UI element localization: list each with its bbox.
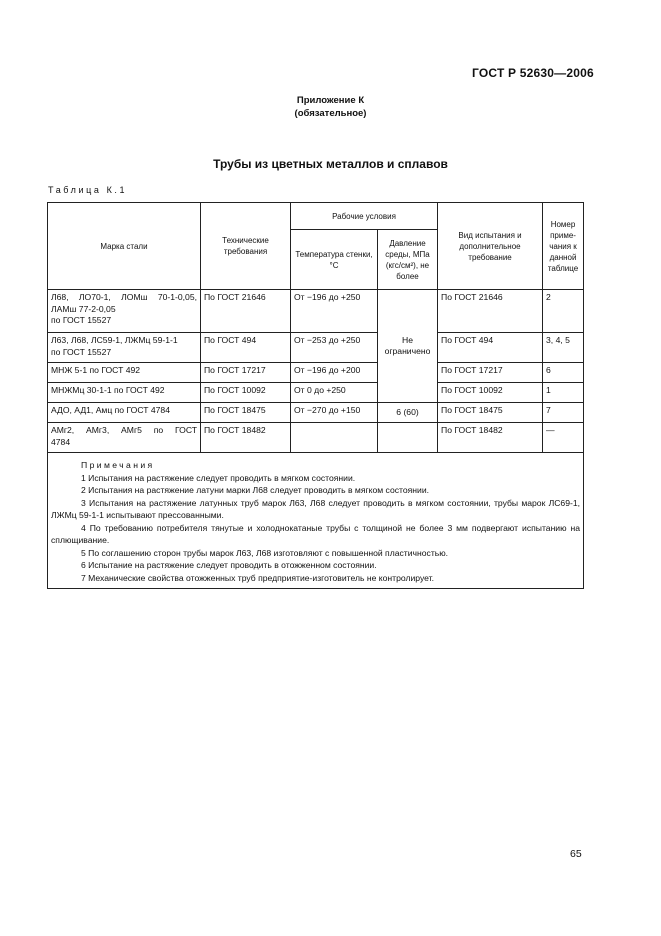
cell-tech: По ГОСТ 494: [201, 333, 291, 363]
cell-tech: По ГОСТ 18475: [201, 403, 291, 423]
header-grade: Марка стали: [48, 203, 201, 290]
table-label: Таблица К.1: [48, 185, 128, 195]
cell-note: 2: [543, 290, 584, 333]
cell-grade: Л63, Л68, ЛС59-1, ЛЖМц 59-1-1 по ГОСТ 15527: [48, 333, 201, 363]
cell-temperature: От −270 до +150: [291, 403, 378, 423]
cell-note: 7: [543, 403, 584, 423]
cell-note: 3, 4, 5: [543, 333, 584, 363]
note-item: 7 Механические свойства отожженных труб предприятие-изготовитель не контролирует.: [81, 572, 435, 583]
note-item: 2 Испытания на растяжение латуни марки Л68 следует проводить в мягком состоянии.: [81, 485, 430, 495]
cell-temperature: От −196 до +200: [291, 363, 378, 383]
cell-temperature: От −196 до +250: [291, 290, 378, 333]
cell-temperature: От 0 до +250: [291, 383, 378, 403]
cell-grade: МНЖ 5-1 по ГОСТ 492: [48, 363, 201, 383]
cell-grade: Л68, ЛО70-1, ЛОМш 70-1-0,05, ЛАМш 77-2-0,05 по ГОСТ 15527: [48, 290, 201, 333]
note-item: 6 Испытание на растяжение следует проводить в отожженном состоянии.: [81, 560, 377, 570]
cell-pressure: 6 (60): [378, 403, 438, 423]
cell-pressure: [378, 423, 438, 453]
cell-test: По ГОСТ 494: [438, 333, 543, 363]
cell-tech: По ГОСТ 17217: [201, 363, 291, 383]
note-item: 3 Испытания на растяжение латунных труб марок Л63, Л68 следует проводить в мягком состоянии, трубы марок ЛС69-1, ЛЖМц 59-1-1 испытывают прессованными.: [51, 497, 581, 520]
table-row: [48, 363, 584, 383]
cell-grade: АМг2, АМг3, АМг5 по ГОСТ 4784: [48, 423, 201, 453]
cell-test: По ГОСТ 17217: [438, 363, 543, 383]
table-row: [48, 383, 584, 403]
note-item: 1 Испытания на растяжение следует проводить в мягком состоянии.: [81, 472, 356, 483]
standard-number: ГОСТ Р 52630—2006: [472, 66, 594, 80]
cell-pressure-merged: Не ограничено: [378, 290, 438, 403]
header-tech-requirements: Технические требования: [201, 203, 291, 290]
table-row: [48, 333, 584, 363]
note-item: 4 По требованию потребителя тянутые и холоднокатаные трубы с толщиной не более 3 мм подвергают испытанию на сплющивание.: [51, 522, 581, 545]
cell-note: —: [543, 423, 584, 453]
header-working-conditions: Рабочие условия: [291, 203, 438, 230]
cell-tech: По ГОСТ 10092: [201, 383, 291, 403]
note-item: 5 По соглашению сторон трубы марок Л63, Л68 изготовляют с повышенной пластичностью.: [81, 547, 449, 558]
cell-test: По ГОСТ 18482: [438, 423, 543, 453]
table-row: [48, 290, 584, 333]
cell-tech: По ГОСТ 18482: [201, 423, 291, 453]
header-pressure: Давление среды, МПа (кгс/см²), не более: [378, 230, 438, 290]
document-title: Трубы из цветных металлов и сплавов: [213, 157, 448, 171]
cell-test: По ГОСТ 21646: [438, 290, 543, 333]
notes-row: [48, 453, 584, 589]
table-row: [48, 403, 584, 423]
cell-grade: АДО, АД1, Амц по ГОСТ 4784: [48, 403, 201, 423]
cell-note: 1: [543, 383, 584, 403]
appendix-title: Приложение К: [296, 95, 365, 106]
header-temperature: Температура стенки, °С: [291, 230, 378, 290]
cell-grade: МНЖМц 30-1-1 по ГОСТ 492: [48, 383, 201, 403]
cell-temperature: [291, 423, 378, 453]
notes-block: [48, 453, 584, 589]
pipes-table: [47, 202, 584, 589]
cell-temperature: От −253 до +250: [291, 333, 378, 363]
header-test-type: Вид испытания и дополнительное требование: [438, 203, 543, 290]
header-note-number: Номер приме-чания к данной таблице: [543, 203, 584, 290]
page-number: 65: [570, 848, 582, 860]
appendix-subtitle: (обязательное): [294, 108, 367, 119]
cell-tech: По ГОСТ 21646: [201, 290, 291, 333]
cell-note: 6: [543, 363, 584, 383]
cell-test: По ГОСТ 18475: [438, 403, 543, 423]
notes-heading: Примечания: [81, 460, 155, 470]
cell-test: По ГОСТ 10092: [438, 383, 543, 403]
table-row: [48, 423, 584, 453]
